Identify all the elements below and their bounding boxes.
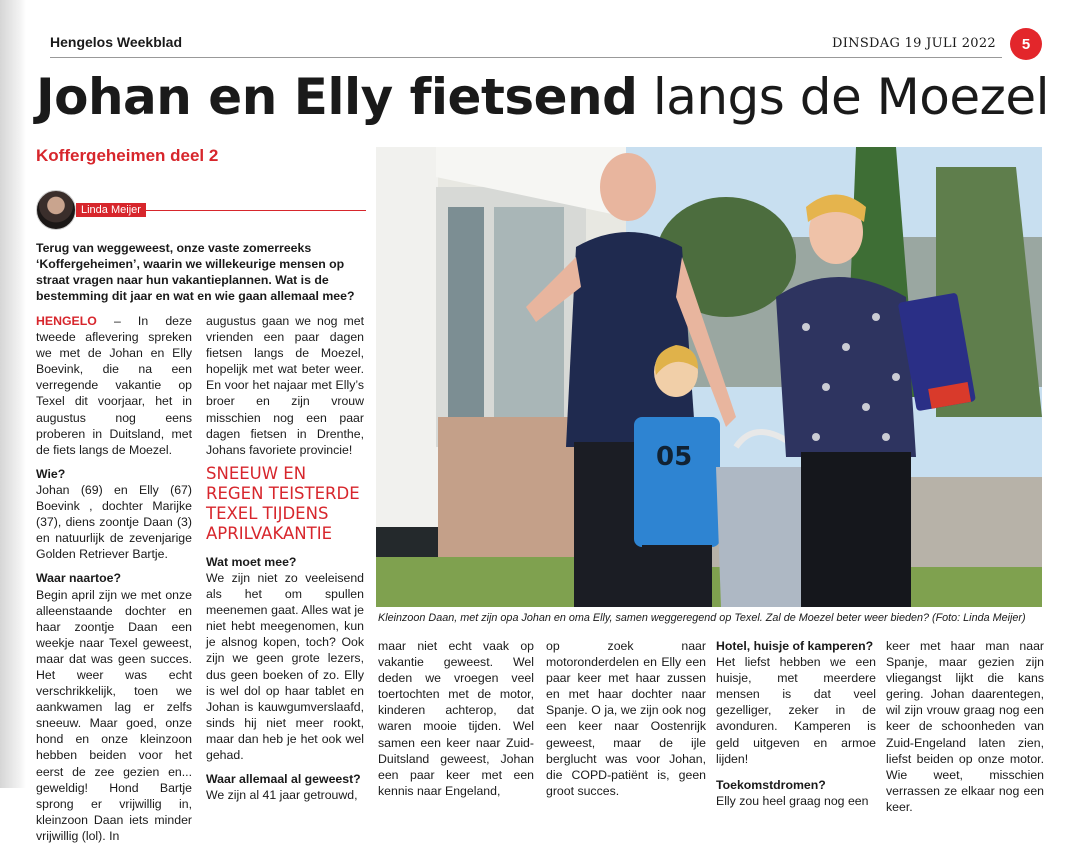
question-heading: Waar allemaal al geweest? — [206, 771, 364, 787]
paragraph: Elly zou heel graag nog een — [716, 793, 876, 809]
article-column-4 — [546, 638, 706, 799]
newspaper-name: Hengelos Weekblad — [50, 34, 182, 50]
subheading: Koffergeheimen deel 2 — [36, 146, 218, 166]
article-column-6 — [886, 638, 1044, 815]
paragraph: Begin april zijn we met onze alleenstaande dochter en haar zoontje Daan een weekje naar Texel geweest, maar dat was geen succes. Het weer was echt verschrikkelijk, toen we aankwamen lag er zelfs sneeuw. Maar goed, onze hond en onze kleinzoon hebben beiden voor het eerst de zee gezien en... geweldig! Hond Bartje sprong er vrijwillig in, kleinzoon Daan iets minder vrijwillig (lol). In — [36, 587, 192, 844]
article-column-1 — [36, 313, 192, 844]
author-name: Linda Meijer — [76, 203, 146, 217]
pull-quote: SNEEUW EN REGEN TEISTERDE TEXEL TIJDENS APRILVAKANTIE — [206, 464, 364, 544]
article-intro: Terug van weggeweest, onze vaste zomerreeks ‘Koffergeheimen’, waarin we willekeurige mensen op straat vragen naar hun vakantieplannen. Wat is de bestemming dit jaar en wat en wie gaan allemaal mee? — [36, 240, 366, 304]
headline — [36, 62, 1049, 132]
article-column-5 — [716, 638, 876, 809]
question-heading: Hotel, huisje of kamperen? — [716, 638, 876, 654]
paragraph: Het liefst hebben we een huisje, met meerdere mensen is dat veel gezelliger, zeker in de avonduren. Kamperen is geld uitgeven en armoe lijden! — [716, 654, 876, 767]
paragraph: augustus gaan we nog met vrienden een paar dagen fietsen langs de Moezel, hopelijk met wat beter weer. En voor het najaar met Elly’s broer en zijn vrouw misschien nog een paar dagen fietsen in Drenthe, Johans favoriete provincie! — [206, 313, 364, 458]
author-avatar — [36, 190, 76, 230]
question-heading: Toekomstdromen? — [716, 777, 876, 793]
headline-bold: Johan en Elly fietsend — [36, 68, 637, 126]
photo-caption: Kleinzoon Daan, met zijn opa Johan en oma Elly, samen weggeregend op Texel. Zal de Moezel beter weer bieden? (Foto: Linda Meijer) — [378, 612, 1058, 624]
paragraph: keer met haar man naar Spanje, maar gezien zijn vliegangst lijkt die kans gering. Johan daarentegen, wil zijn vrouw graag nog een keer de schoonheden van Zuid-Engeland laten zien, liefst beiden op onze motor. Wie weet, misschien verrassen ze elkaar nog een keer. — [886, 638, 1044, 815]
question-heading: Wie? — [36, 466, 192, 482]
paragraph: op zoek naar motoronderdelen en Elly een paar keer met haar zussen en met haar dochter naar Spanje. O ja, we zijn ook nog een keer naar Oostenrijk geweest, maar de ijle berglucht was voor Johan, die COPD-patiënt is, geen groot succes. — [546, 638, 706, 799]
paragraph: maar niet echt vaak op vakantie geweest. Wel deden we vroegen veel toertochten met de motor, kinderen achterop, dat waren mooie tijden. Wel samen een keer naar Zuid-Duitsland geweest, Johan een paar keer met een kennis naar Engeland, — [378, 638, 534, 799]
header-rule — [50, 57, 1002, 58]
paragraph: We zijn niet zo veeleisend als het om spullen meenemen gaat. Alles wat je niet hebt meegenomen, kun je alsnog kopen, toch? Ook zijn we geen grote lezers, dus geen boeken of zo. Elly is wel dol op haar tablet en Johan is kauwgumverslaafd, sinds hij niet meer rookt, maar dan heb je het ook wel gehad. — [206, 570, 364, 763]
paragraph: Johan (69) en Elly (67) Boevink , dochter Marijke (37), diens zoontje Daan (3) en natuurlijk de zevenjarige Golden Retriever Bartje. — [36, 482, 192, 562]
dateline: HENGELO — [36, 314, 97, 328]
page-gutter-shadow — [0, 0, 26, 788]
article-column-2 — [206, 313, 364, 803]
paragraph: – In deze tweede aflevering spreken we met de Johan en Elly Boevink, die na een verregende vakantie op Texel dit voorjaar, het in augustus nog eens proberen in Duitsland, met de fiets langs de Moezel. — [36, 314, 192, 457]
issue-date: DINSDAG 19 JULI 2022 — [832, 36, 996, 51]
page-number-badge: 5 — [1010, 28, 1042, 60]
headline-light: langs de Moezel — [653, 68, 1049, 126]
question-heading: Waar naartoe? — [36, 570, 192, 586]
article-column-3 — [378, 638, 534, 799]
question-heading: Wat moet mee? — [206, 554, 364, 570]
shirt-text: 05 — [656, 442, 692, 472]
photo-illustration — [376, 147, 1042, 607]
paragraph: We zijn al 41 jaar getrouwd, — [206, 787, 364, 803]
article-photo — [376, 147, 1042, 607]
